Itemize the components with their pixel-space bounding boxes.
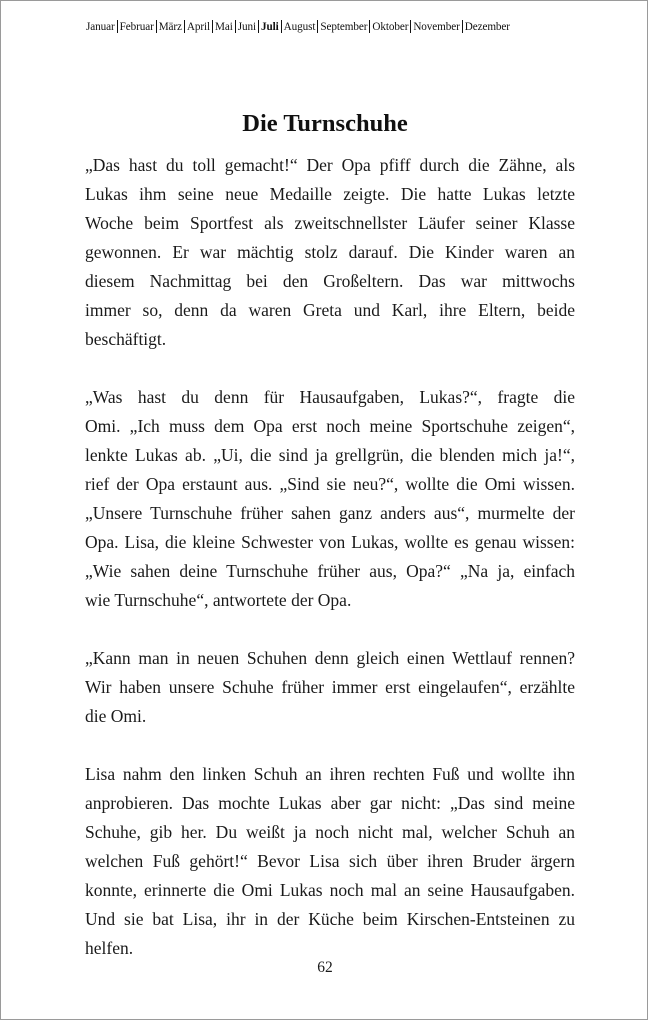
month-tab-mai: Mai bbox=[215, 20, 233, 33]
text-line: „Das hast du toll gemacht!“ Der Opa pfiff durch die Zähne, als bbox=[85, 155, 575, 175]
month-separator bbox=[117, 20, 118, 33]
month-tab-april: April bbox=[186, 20, 211, 33]
month-separator bbox=[462, 20, 463, 33]
month-tab-september: September bbox=[320, 20, 368, 33]
story-paragraph bbox=[85, 151, 575, 354]
text-line: gewonnen. Er war mächtig stolz darauf. Die Kinder waren an bbox=[85, 242, 575, 262]
month-separator bbox=[369, 20, 370, 33]
month-index bbox=[85, 20, 577, 33]
text-line: Lisa nahm den linken Schuh an ihren rechten Fuß und wollte ihn bbox=[85, 764, 575, 784]
text-line: anprobieren. Das mochte Lukas aber gar nicht: „Das sind meine bbox=[85, 793, 575, 813]
text-line: Omi. „Ich muss dem Opa erst noch meine Sportschuhe zeigen“, bbox=[85, 416, 575, 436]
text-line: „Unsere Turnschuhe früher sahen ganz anders aus“, murmelte der bbox=[85, 503, 575, 523]
text-line: immer so, denn da waren Greta und Karl, ihre Eltern, beide bbox=[85, 300, 575, 320]
text-line: Und sie bat Lisa, ihr in der Küche beim Kirschen-Entsteinen zu bbox=[85, 909, 575, 929]
month-tab-juni: Juni bbox=[237, 20, 257, 33]
story-paragraph bbox=[85, 760, 575, 963]
text-line: konnte, erinnerte die Omi Lukas noch mal an seine Hausaufgaben. bbox=[85, 880, 575, 900]
month-separator bbox=[184, 20, 185, 33]
text-line: Woche beim Sportfest als zweitschnellster Läufer seiner Klasse bbox=[85, 213, 575, 233]
month-separator bbox=[156, 20, 157, 33]
text-line: Opa. Lisa, die kleine Schwester von Lukas, wollte es genau wissen: bbox=[85, 532, 575, 552]
text-line: Lukas ihm seine neue Medaille zeigte. Die hatte Lukas letzte bbox=[85, 184, 575, 204]
month-tab-märz: März bbox=[158, 20, 182, 33]
month-tab-februar: Februar bbox=[119, 20, 154, 33]
story-text bbox=[85, 151, 575, 992]
month-tab-oktober: Oktober bbox=[372, 20, 409, 33]
month-tab-juli: Juli bbox=[261, 20, 279, 33]
month-separator bbox=[281, 20, 282, 33]
month-tab-dezember: Dezember bbox=[464, 20, 510, 33]
page-number: 62 bbox=[317, 959, 333, 976]
text-line: „Kann man in neuen Schuhen denn gleich einen Wettlauf rennen? bbox=[85, 648, 575, 668]
text-line: Schuhe, gib her. Du weißt ja noch nicht mal, welcher Schuh an bbox=[85, 822, 575, 842]
text-line: Wir haben unsere Schuhe früher immer erst eingelaufen“, erzählte bbox=[85, 677, 575, 697]
text-line: rief der Opa erstaunt aus. „Sind sie neu?“, wollte die Omi wissen. bbox=[85, 474, 575, 494]
text-line: beschäftigt. bbox=[85, 329, 167, 349]
text-line: lenkte Lukas ab. „Ui, die sind ja grellgrün, die blenden mich ja!“, bbox=[85, 445, 575, 465]
month-separator bbox=[212, 20, 213, 33]
text-line: die Omi. bbox=[85, 706, 147, 726]
text-line: helfen. bbox=[85, 938, 134, 958]
month-separator bbox=[258, 20, 259, 33]
text-line: diesem Nachmittag bei den Großeltern. Das war mittwochs bbox=[85, 271, 575, 291]
month-separator bbox=[317, 20, 318, 33]
month-separator bbox=[235, 20, 236, 33]
month-tab-august: August bbox=[283, 20, 316, 33]
text-line: wie Turnschuhe“, antwortete der Opa. bbox=[85, 590, 352, 610]
story-paragraph bbox=[85, 644, 575, 731]
text-line: „Wie sahen deine Turnschuhe früher aus, Opa?“ „Na ja, einfach bbox=[85, 561, 575, 581]
text-line: „Was hast du denn für Hausaufgaben, Lukas?“, fragte die bbox=[85, 387, 575, 407]
story-title: Die Turnschuhe bbox=[242, 110, 408, 138]
story-paragraph bbox=[85, 383, 575, 615]
month-tab-januar: Januar bbox=[86, 20, 115, 33]
month-tab-november: November bbox=[413, 20, 460, 33]
month-separator bbox=[410, 20, 411, 33]
text-line: welchen Fuß gehört!“ Bevor Lisa sich über ihren Bruder ärgern bbox=[85, 851, 575, 871]
